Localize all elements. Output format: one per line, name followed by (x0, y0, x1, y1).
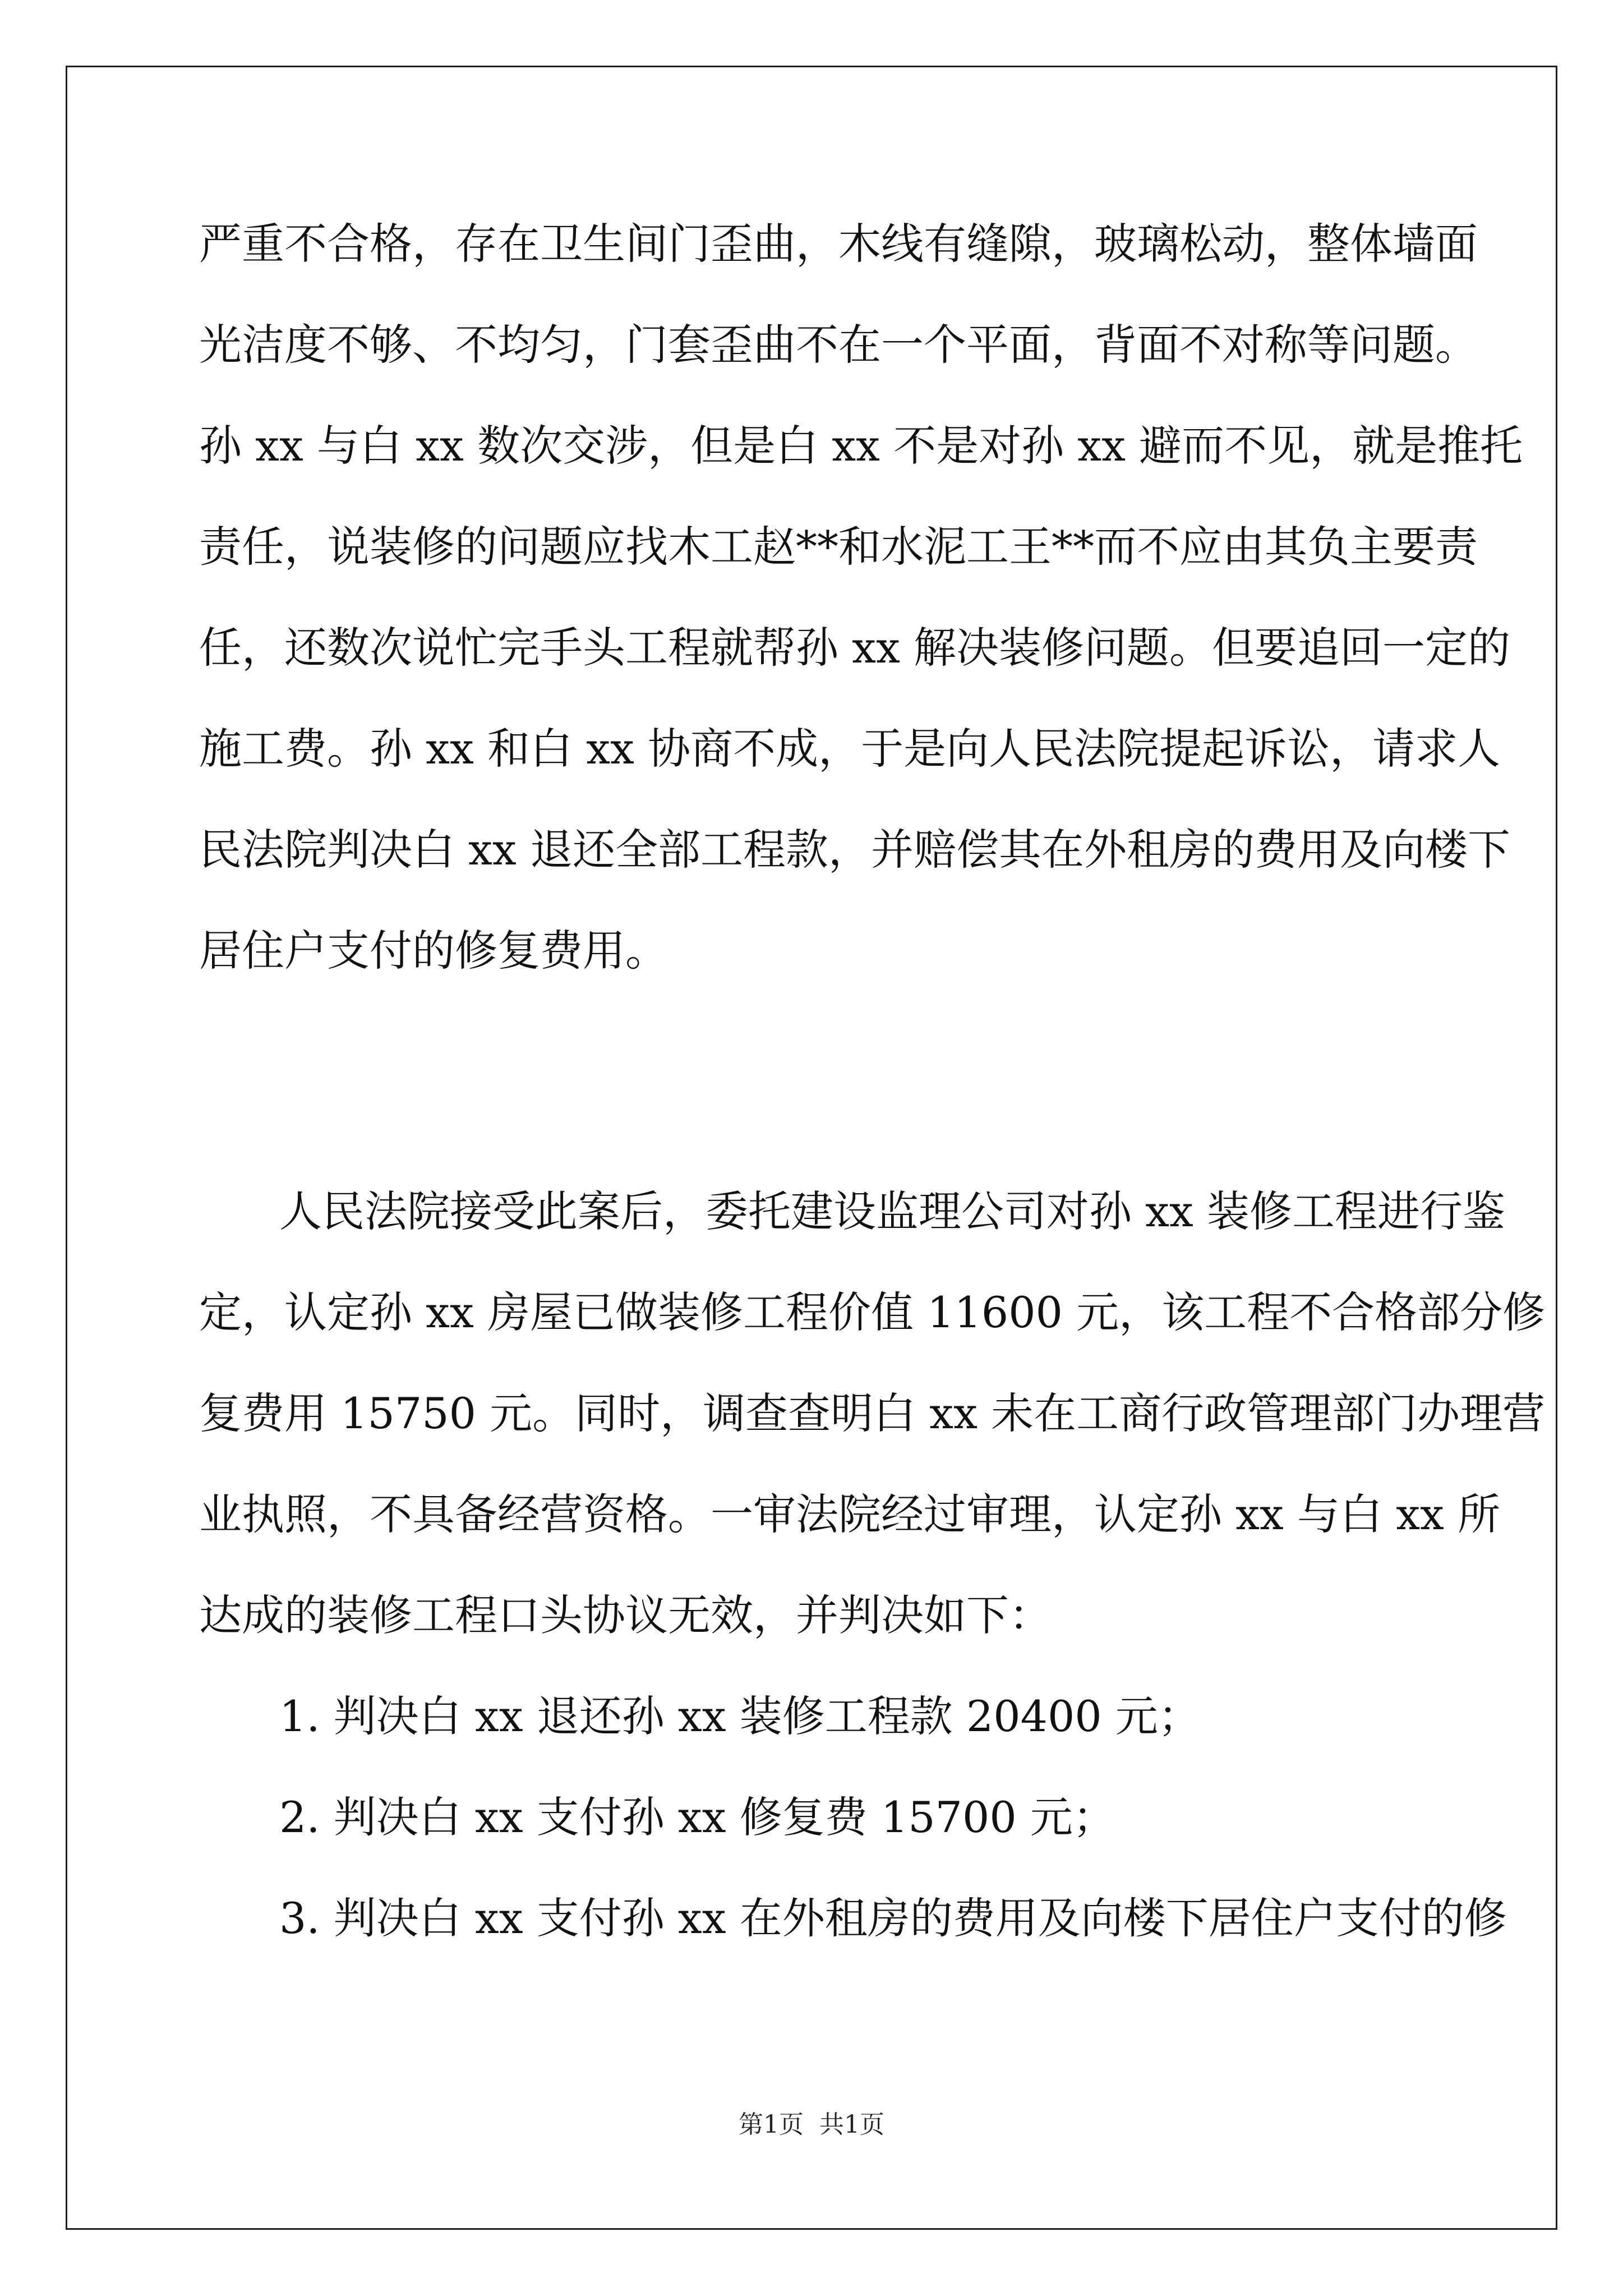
text-line: 业执照，不具备经营资格。一审法院经过审理，认定孙 xx 与白 xx 所 (199, 1489, 1501, 1539)
text-line: 人民法院接受此案后，委托建设监理公司对孙 xx 装修工程进行鉴 (279, 1186, 1506, 1236)
page-number-total: 共1页 (819, 2110, 884, 2139)
text-line: 定，认定孙 xx 房屋已做装修工程价值 11600 元，该工程不合格部分修 (199, 1287, 1546, 1337)
text-line: 任，还数次说忙完手头工程就帮孙 xx 解决装修问题。但要追回一定的 (199, 623, 1511, 673)
text-line: 光洁度不够、不均匀，门套歪曲不在一个平面，背面不对称等问题。 (199, 320, 1478, 370)
text-line: 居住户支付的修复费用。 (199, 926, 668, 976)
list-item: 1. 判决白 xx 退还孙 xx 装修工程款 20400 元； (279, 1691, 1201, 1741)
list-item: 3. 判决白 xx 支付孙 xx 在外租房的费用及向楼下居住户支付的修 (279, 1893, 1507, 1943)
page-number-current: 第1页 (739, 2110, 804, 2139)
text-line: 达成的装修工程口头协议无效，并判决如下： (199, 1590, 1052, 1640)
text-line: 严重不合格，存在卫生间门歪曲，木线有缝隙，玻璃松动，整体墙面 (199, 219, 1478, 269)
text-line: 施工费。孙 xx 和白 xx 协商不成，于是向人民法院提起诉讼，请求人 (199, 724, 1501, 774)
text-line: 民法院判决白 xx 退还全部工程款，并赔偿其在外租房的费用及向楼下 (199, 825, 1511, 875)
text-line: 孙 xx 与白 xx 数次交涉，但是白 xx 不是对孙 xx 避而不见，就是推托 (199, 421, 1523, 471)
page-footer (0, 2108, 1623, 2142)
text-line: 责任，说装修的问题应找木工赵**和水泥工王**而不应由其负主要责 (199, 522, 1478, 572)
list-item: 2. 判决白 xx 支付孙 xx 修复费 15700 元； (279, 1792, 1115, 1842)
text-line: 复费用 15750 元。同时，调查查明白 xx 未在工商行政管理部门办理营 (199, 1388, 1546, 1438)
